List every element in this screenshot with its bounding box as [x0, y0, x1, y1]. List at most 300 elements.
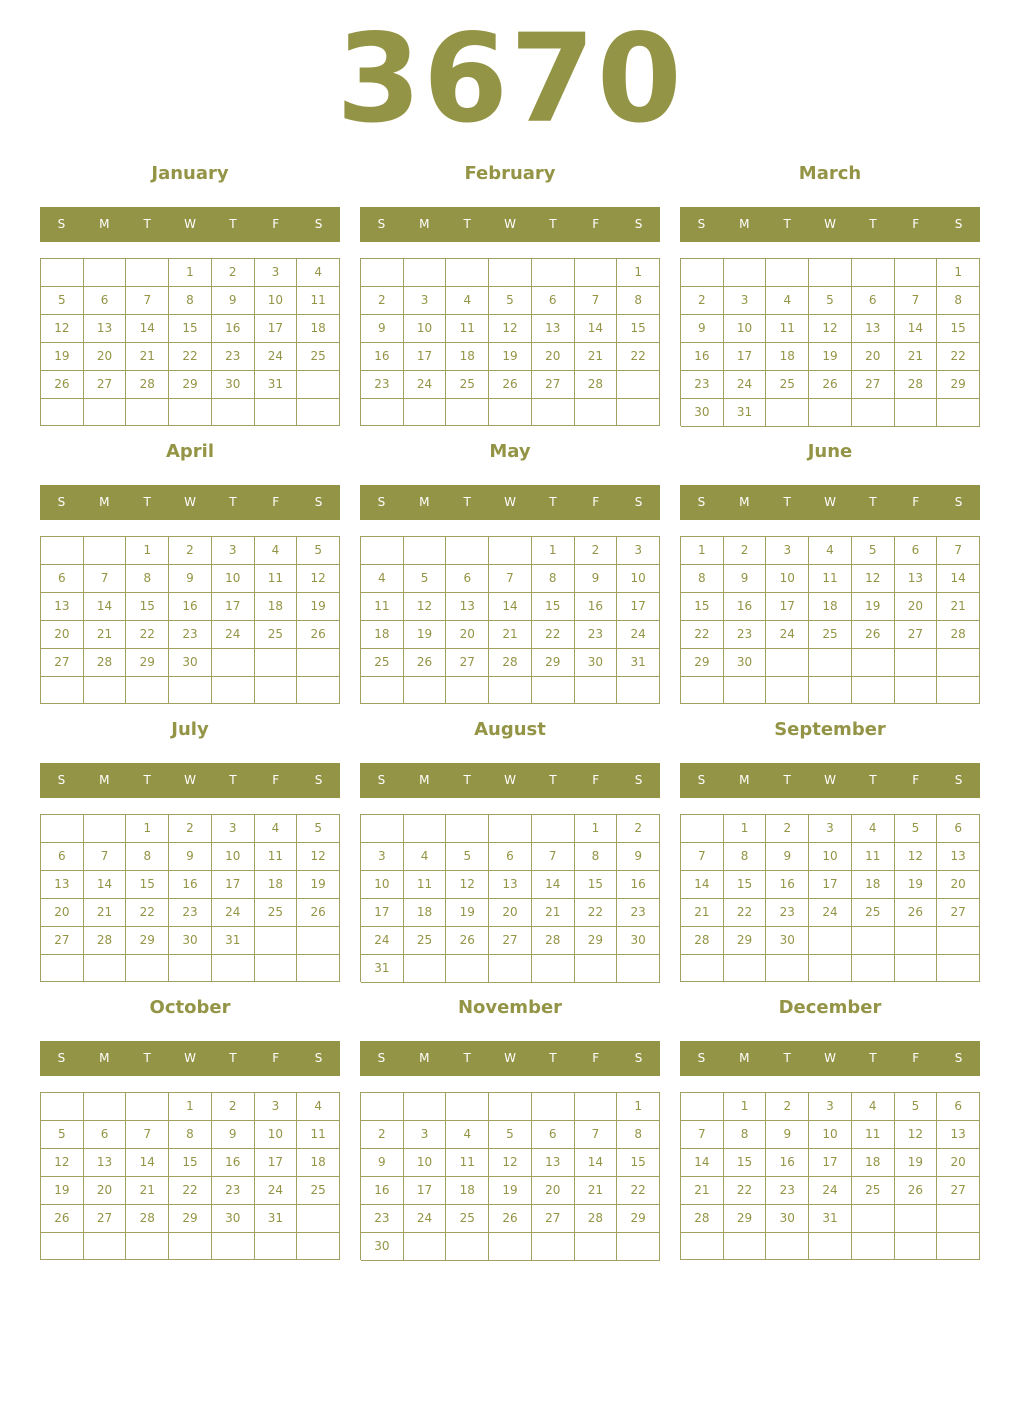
day-cell[interactable]: 31	[255, 371, 298, 399]
day-cell[interactable]: 7	[937, 537, 980, 565]
day-cell[interactable]: 16	[212, 315, 255, 343]
day-cell[interactable]: 7	[681, 843, 724, 871]
day-cell[interactable]: 6	[937, 815, 980, 843]
day-cell[interactable]: 26	[809, 371, 852, 399]
day-cell[interactable]: 17	[724, 343, 767, 371]
day-cell[interactable]: 19	[852, 593, 895, 621]
day-cell[interactable]: 6	[446, 565, 489, 593]
day-cell[interactable]: 10	[212, 565, 255, 593]
day-cell[interactable]: 22	[617, 343, 660, 371]
day-cell[interactable]: 12	[297, 565, 340, 593]
day-cell[interactable]: 24	[212, 899, 255, 927]
day-cell[interactable]: 29	[532, 649, 575, 677]
day-cell[interactable]: 21	[489, 621, 532, 649]
day-cell[interactable]: 2	[724, 537, 767, 565]
day-cell[interactable]: 10	[809, 1121, 852, 1149]
day-cell[interactable]: 23	[169, 621, 212, 649]
day-cell[interactable]: 21	[575, 1177, 618, 1205]
day-cell[interactable]: 17	[255, 315, 298, 343]
day-cell[interactable]: 22	[724, 899, 767, 927]
day-cell[interactable]: 26	[41, 371, 84, 399]
day-cell[interactable]: 27	[532, 1205, 575, 1233]
day-cell[interactable]: 24	[255, 343, 298, 371]
day-cell[interactable]: 12	[41, 1149, 84, 1177]
day-cell[interactable]: 26	[489, 1205, 532, 1233]
day-cell[interactable]: 21	[937, 593, 980, 621]
day-cell[interactable]: 16	[681, 343, 724, 371]
day-cell[interactable]: 27	[937, 899, 980, 927]
day-cell[interactable]: 20	[937, 1149, 980, 1177]
day-cell[interactable]: 29	[937, 371, 980, 399]
day-cell[interactable]: 15	[724, 1149, 767, 1177]
day-cell[interactable]: 24	[404, 1205, 447, 1233]
day-cell[interactable]: 6	[852, 287, 895, 315]
day-cell[interactable]: 5	[809, 287, 852, 315]
day-cell[interactable]: 31	[212, 927, 255, 955]
day-cell[interactable]: 3	[361, 843, 404, 871]
day-cell[interactable]: 5	[895, 1093, 938, 1121]
day-cell[interactable]: 14	[681, 871, 724, 899]
day-cell[interactable]: 27	[852, 371, 895, 399]
day-cell[interactable]: 3	[766, 537, 809, 565]
day-cell[interactable]: 15	[681, 593, 724, 621]
day-cell[interactable]: 25	[297, 1177, 340, 1205]
day-cell[interactable]: 8	[532, 565, 575, 593]
day-cell[interactable]: 10	[255, 1121, 298, 1149]
day-cell[interactable]: 14	[126, 1149, 169, 1177]
day-cell[interactable]: 16	[724, 593, 767, 621]
day-cell[interactable]: 7	[126, 287, 169, 315]
day-cell[interactable]: 11	[255, 565, 298, 593]
day-cell[interactable]: 3	[617, 537, 660, 565]
day-cell[interactable]: 6	[895, 537, 938, 565]
day-cell[interactable]: 23	[361, 1205, 404, 1233]
day-cell[interactable]: 10	[766, 565, 809, 593]
day-cell[interactable]: 30	[766, 1205, 809, 1233]
day-cell[interactable]: 18	[852, 871, 895, 899]
day-cell[interactable]: 26	[404, 649, 447, 677]
day-cell[interactable]: 21	[681, 1177, 724, 1205]
day-cell[interactable]: 10	[617, 565, 660, 593]
day-cell[interactable]: 27	[84, 371, 127, 399]
day-cell[interactable]: 3	[404, 287, 447, 315]
day-cell[interactable]: 31	[724, 399, 767, 427]
day-cell[interactable]: 2	[766, 815, 809, 843]
day-cell[interactable]: 3	[809, 1093, 852, 1121]
day-cell[interactable]: 17	[617, 593, 660, 621]
day-cell[interactable]: 14	[84, 593, 127, 621]
day-cell[interactable]: 3	[404, 1121, 447, 1149]
day-cell[interactable]: 27	[895, 621, 938, 649]
day-cell[interactable]: 23	[724, 621, 767, 649]
day-cell[interactable]: 13	[532, 315, 575, 343]
day-cell[interactable]: 11	[255, 843, 298, 871]
day-cell[interactable]: 3	[255, 259, 298, 287]
day-cell[interactable]: 7	[84, 843, 127, 871]
day-cell[interactable]: 4	[852, 1093, 895, 1121]
day-cell[interactable]: 25	[809, 621, 852, 649]
day-cell[interactable]: 9	[724, 565, 767, 593]
day-cell[interactable]: 7	[489, 565, 532, 593]
day-cell[interactable]: 19	[41, 343, 84, 371]
day-cell[interactable]: 2	[681, 287, 724, 315]
day-cell[interactable]: 17	[212, 593, 255, 621]
day-cell[interactable]: 11	[297, 287, 340, 315]
day-cell[interactable]: 17	[255, 1149, 298, 1177]
day-cell[interactable]: 2	[361, 1121, 404, 1149]
day-cell[interactable]: 4	[297, 1093, 340, 1121]
day-cell[interactable]: 13	[446, 593, 489, 621]
day-cell[interactable]: 10	[255, 287, 298, 315]
day-cell[interactable]: 20	[895, 593, 938, 621]
day-cell[interactable]: 11	[404, 871, 447, 899]
day-cell[interactable]: 28	[489, 649, 532, 677]
day-cell[interactable]: 27	[41, 649, 84, 677]
day-cell[interactable]: 24	[212, 621, 255, 649]
day-cell[interactable]: 14	[575, 315, 618, 343]
day-cell[interactable]: 19	[446, 899, 489, 927]
day-cell[interactable]: 24	[809, 899, 852, 927]
day-cell[interactable]: 9	[361, 1149, 404, 1177]
day-cell[interactable]: 8	[937, 287, 980, 315]
day-cell[interactable]: 17	[361, 899, 404, 927]
day-cell[interactable]: 20	[937, 871, 980, 899]
day-cell[interactable]: 21	[532, 899, 575, 927]
day-cell[interactable]: 22	[937, 343, 980, 371]
day-cell[interactable]: 15	[532, 593, 575, 621]
day-cell[interactable]: 6	[41, 843, 84, 871]
day-cell[interactable]: 20	[84, 343, 127, 371]
day-cell[interactable]: 18	[361, 621, 404, 649]
day-cell[interactable]: 18	[297, 315, 340, 343]
day-cell[interactable]: 30	[361, 1233, 404, 1261]
day-cell[interactable]: 28	[681, 1205, 724, 1233]
day-cell[interactable]: 26	[446, 927, 489, 955]
day-cell[interactable]: 11	[446, 315, 489, 343]
day-cell[interactable]: 22	[575, 899, 618, 927]
day-cell[interactable]: 25	[255, 899, 298, 927]
day-cell[interactable]: 13	[84, 315, 127, 343]
day-cell[interactable]: 1	[169, 259, 212, 287]
day-cell[interactable]: 13	[937, 843, 980, 871]
day-cell[interactable]: 3	[724, 287, 767, 315]
day-cell[interactable]: 8	[724, 843, 767, 871]
day-cell[interactable]: 5	[297, 815, 340, 843]
day-cell[interactable]: 17	[404, 1177, 447, 1205]
day-cell[interactable]: 20	[41, 621, 84, 649]
day-cell[interactable]: 19	[41, 1177, 84, 1205]
day-cell[interactable]: 23	[361, 371, 404, 399]
day-cell[interactable]: 18	[446, 343, 489, 371]
day-cell[interactable]: 1	[724, 815, 767, 843]
day-cell[interactable]: 4	[255, 537, 298, 565]
day-cell[interactable]: 10	[361, 871, 404, 899]
day-cell[interactable]: 5	[41, 287, 84, 315]
day-cell[interactable]: 21	[126, 343, 169, 371]
day-cell[interactable]: 4	[766, 287, 809, 315]
day-cell[interactable]: 10	[212, 843, 255, 871]
day-cell[interactable]: 14	[84, 871, 127, 899]
day-cell[interactable]: 24	[361, 927, 404, 955]
day-cell[interactable]: 30	[169, 649, 212, 677]
day-cell[interactable]: 29	[617, 1205, 660, 1233]
day-cell[interactable]: 3	[212, 815, 255, 843]
day-cell[interactable]: 16	[766, 1149, 809, 1177]
day-cell[interactable]: 18	[766, 343, 809, 371]
day-cell[interactable]: 4	[404, 843, 447, 871]
day-cell[interactable]: 26	[41, 1205, 84, 1233]
day-cell[interactable]: 11	[809, 565, 852, 593]
day-cell[interactable]: 22	[617, 1177, 660, 1205]
day-cell[interactable]: 26	[895, 899, 938, 927]
day-cell[interactable]: 2	[361, 287, 404, 315]
day-cell[interactable]: 19	[489, 343, 532, 371]
day-cell[interactable]: 29	[724, 1205, 767, 1233]
day-cell[interactable]: 7	[575, 287, 618, 315]
day-cell[interactable]: 6	[937, 1093, 980, 1121]
day-cell[interactable]: 26	[297, 621, 340, 649]
day-cell[interactable]: 8	[617, 287, 660, 315]
day-cell[interactable]: 14	[895, 315, 938, 343]
day-cell[interactable]: 9	[575, 565, 618, 593]
day-cell[interactable]: 18	[404, 899, 447, 927]
day-cell[interactable]: 8	[126, 565, 169, 593]
day-cell[interactable]: 6	[532, 1121, 575, 1149]
day-cell[interactable]: 28	[126, 371, 169, 399]
day-cell[interactable]: 15	[937, 315, 980, 343]
day-cell[interactable]: 9	[212, 1121, 255, 1149]
day-cell[interactable]: 24	[617, 621, 660, 649]
day-cell[interactable]: 3	[212, 537, 255, 565]
day-cell[interactable]: 9	[766, 843, 809, 871]
day-cell[interactable]: 4	[361, 565, 404, 593]
day-cell[interactable]: 14	[575, 1149, 618, 1177]
day-cell[interactable]: 7	[84, 565, 127, 593]
day-cell[interactable]: 24	[809, 1177, 852, 1205]
day-cell[interactable]: 18	[255, 593, 298, 621]
day-cell[interactable]: 8	[724, 1121, 767, 1149]
day-cell[interactable]: 21	[84, 899, 127, 927]
day-cell[interactable]: 6	[84, 287, 127, 315]
day-cell[interactable]: 23	[212, 343, 255, 371]
day-cell[interactable]: 7	[532, 843, 575, 871]
day-cell[interactable]: 5	[41, 1121, 84, 1149]
day-cell[interactable]: 1	[724, 1093, 767, 1121]
day-cell[interactable]: 25	[766, 371, 809, 399]
day-cell[interactable]: 29	[169, 371, 212, 399]
day-cell[interactable]: 22	[532, 621, 575, 649]
day-cell[interactable]: 30	[617, 927, 660, 955]
day-cell[interactable]: 28	[895, 371, 938, 399]
day-cell[interactable]: 16	[169, 871, 212, 899]
day-cell[interactable]: 18	[852, 1149, 895, 1177]
day-cell[interactable]: 29	[575, 927, 618, 955]
day-cell[interactable]: 15	[724, 871, 767, 899]
day-cell[interactable]: 27	[532, 371, 575, 399]
day-cell[interactable]: 16	[169, 593, 212, 621]
day-cell[interactable]: 13	[532, 1149, 575, 1177]
day-cell[interactable]: 25	[446, 1205, 489, 1233]
day-cell[interactable]: 27	[937, 1177, 980, 1205]
day-cell[interactable]: 19	[895, 1149, 938, 1177]
day-cell[interactable]: 23	[169, 899, 212, 927]
day-cell[interactable]: 30	[575, 649, 618, 677]
day-cell[interactable]: 23	[617, 899, 660, 927]
day-cell[interactable]: 4	[255, 815, 298, 843]
day-cell[interactable]: 13	[489, 871, 532, 899]
day-cell[interactable]: 25	[446, 371, 489, 399]
day-cell[interactable]: 28	[575, 371, 618, 399]
day-cell[interactable]: 20	[41, 899, 84, 927]
day-cell[interactable]: 2	[212, 1093, 255, 1121]
day-cell[interactable]: 18	[446, 1177, 489, 1205]
day-cell[interactable]: 11	[852, 1121, 895, 1149]
day-cell[interactable]: 28	[532, 927, 575, 955]
day-cell[interactable]: 26	[297, 899, 340, 927]
day-cell[interactable]: 19	[895, 871, 938, 899]
day-cell[interactable]: 11	[852, 843, 895, 871]
day-cell[interactable]: 28	[937, 621, 980, 649]
day-cell[interactable]: 13	[41, 593, 84, 621]
day-cell[interactable]: 8	[617, 1121, 660, 1149]
day-cell[interactable]: 16	[361, 343, 404, 371]
day-cell[interactable]: 31	[809, 1205, 852, 1233]
day-cell[interactable]: 6	[489, 843, 532, 871]
day-cell[interactable]: 30	[681, 399, 724, 427]
day-cell[interactable]: 31	[617, 649, 660, 677]
day-cell[interactable]: 2	[575, 537, 618, 565]
day-cell[interactable]: 17	[766, 593, 809, 621]
day-cell[interactable]: 12	[489, 315, 532, 343]
day-cell[interactable]: 27	[84, 1205, 127, 1233]
day-cell[interactable]: 29	[681, 649, 724, 677]
day-cell[interactable]: 23	[766, 1177, 809, 1205]
day-cell[interactable]: 3	[255, 1093, 298, 1121]
day-cell[interactable]: 23	[212, 1177, 255, 1205]
day-cell[interactable]: 22	[126, 899, 169, 927]
day-cell[interactable]: 29	[724, 927, 767, 955]
day-cell[interactable]: 30	[212, 371, 255, 399]
day-cell[interactable]: 4	[297, 259, 340, 287]
day-cell[interactable]: 13	[895, 565, 938, 593]
day-cell[interactable]: 18	[297, 1149, 340, 1177]
day-cell[interactable]: 30	[169, 927, 212, 955]
day-cell[interactable]: 6	[532, 287, 575, 315]
day-cell[interactable]: 12	[809, 315, 852, 343]
day-cell[interactable]: 15	[169, 315, 212, 343]
day-cell[interactable]: 28	[84, 927, 127, 955]
day-cell[interactable]: 16	[575, 593, 618, 621]
day-cell[interactable]: 24	[766, 621, 809, 649]
day-cell[interactable]: 4	[809, 537, 852, 565]
day-cell[interactable]: 25	[404, 927, 447, 955]
day-cell[interactable]: 11	[361, 593, 404, 621]
day-cell[interactable]: 31	[361, 955, 404, 983]
day-cell[interactable]: 17	[212, 871, 255, 899]
day-cell[interactable]: 5	[297, 537, 340, 565]
day-cell[interactable]: 5	[895, 815, 938, 843]
day-cell[interactable]: 12	[895, 843, 938, 871]
day-cell[interactable]: 25	[852, 899, 895, 927]
day-cell[interactable]: 1	[937, 259, 980, 287]
day-cell[interactable]: 9	[766, 1121, 809, 1149]
day-cell[interactable]: 7	[895, 287, 938, 315]
day-cell[interactable]: 20	[489, 899, 532, 927]
day-cell[interactable]: 26	[852, 621, 895, 649]
day-cell[interactable]: 20	[532, 343, 575, 371]
day-cell[interactable]: 10	[724, 315, 767, 343]
day-cell[interactable]: 29	[126, 927, 169, 955]
day-cell[interactable]: 22	[169, 343, 212, 371]
day-cell[interactable]: 10	[404, 315, 447, 343]
day-cell[interactable]: 8	[681, 565, 724, 593]
day-cell[interactable]: 9	[681, 315, 724, 343]
day-cell[interactable]: 4	[446, 287, 489, 315]
day-cell[interactable]: 1	[169, 1093, 212, 1121]
day-cell[interactable]: 16	[617, 871, 660, 899]
day-cell[interactable]: 22	[724, 1177, 767, 1205]
day-cell[interactable]: 2	[212, 259, 255, 287]
day-cell[interactable]: 13	[84, 1149, 127, 1177]
day-cell[interactable]: 23	[681, 371, 724, 399]
day-cell[interactable]: 27	[41, 927, 84, 955]
day-cell[interactable]: 17	[404, 343, 447, 371]
day-cell[interactable]: 2	[169, 815, 212, 843]
day-cell[interactable]: 28	[126, 1205, 169, 1233]
day-cell[interactable]: 15	[575, 871, 618, 899]
day-cell[interactable]: 12	[895, 1121, 938, 1149]
day-cell[interactable]: 21	[681, 899, 724, 927]
day-cell[interactable]: 22	[169, 1177, 212, 1205]
day-cell[interactable]: 24	[724, 371, 767, 399]
day-cell[interactable]: 1	[126, 537, 169, 565]
day-cell[interactable]: 15	[126, 593, 169, 621]
day-cell[interactable]: 30	[212, 1205, 255, 1233]
day-cell[interactable]: 4	[852, 815, 895, 843]
day-cell[interactable]: 14	[489, 593, 532, 621]
day-cell[interactable]: 12	[404, 593, 447, 621]
day-cell[interactable]: 21	[895, 343, 938, 371]
day-cell[interactable]: 5	[404, 565, 447, 593]
day-cell[interactable]: 28	[681, 927, 724, 955]
day-cell[interactable]: 2	[169, 537, 212, 565]
day-cell[interactable]: 11	[766, 315, 809, 343]
day-cell[interactable]: 12	[41, 315, 84, 343]
day-cell[interactable]: 29	[169, 1205, 212, 1233]
day-cell[interactable]: 2	[617, 815, 660, 843]
day-cell[interactable]: 31	[255, 1205, 298, 1233]
day-cell[interactable]: 15	[617, 315, 660, 343]
day-cell[interactable]: 26	[895, 1177, 938, 1205]
day-cell[interactable]: 11	[446, 1149, 489, 1177]
day-cell[interactable]: 21	[84, 621, 127, 649]
day-cell[interactable]: 7	[126, 1121, 169, 1149]
day-cell[interactable]: 5	[489, 287, 532, 315]
day-cell[interactable]: 24	[404, 371, 447, 399]
day-cell[interactable]: 9	[212, 287, 255, 315]
day-cell[interactable]: 28	[575, 1205, 618, 1233]
day-cell[interactable]: 21	[126, 1177, 169, 1205]
day-cell[interactable]: 12	[297, 843, 340, 871]
day-cell[interactable]: 28	[84, 649, 127, 677]
day-cell[interactable]: 25	[361, 649, 404, 677]
day-cell[interactable]: 22	[681, 621, 724, 649]
day-cell[interactable]: 12	[852, 565, 895, 593]
day-cell[interactable]: 9	[169, 565, 212, 593]
day-cell[interactable]: 5	[446, 843, 489, 871]
day-cell[interactable]: 3	[809, 815, 852, 843]
day-cell[interactable]: 21	[575, 343, 618, 371]
